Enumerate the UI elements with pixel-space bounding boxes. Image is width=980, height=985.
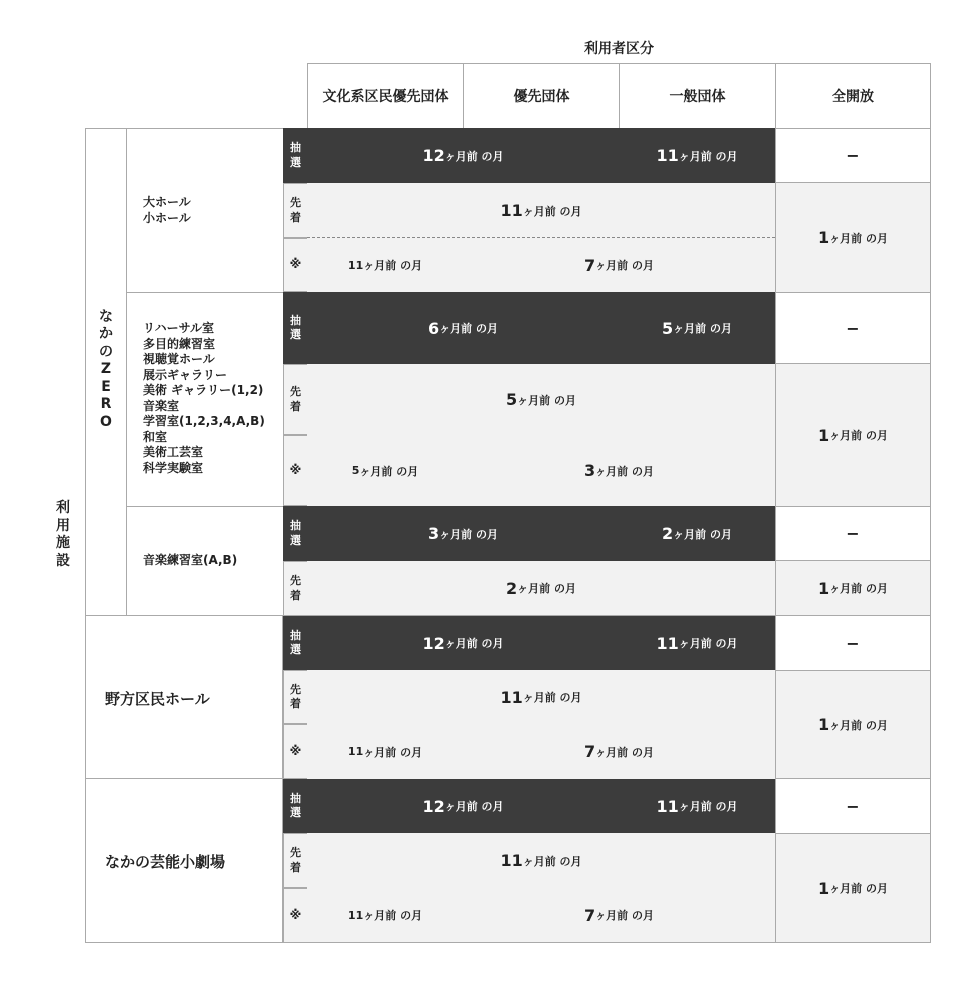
col-header-zenkaiho: 全開放 <box>775 63 931 129</box>
lottery-value-general: 11 ヶ月前 の月 <box>619 779 775 833</box>
note-value-bunka: 11 ヶ月前 の月 <box>307 238 464 292</box>
note-value-others: 7 ヶ月前 の月 <box>463 724 775 779</box>
row-label-first: 先 着 <box>283 183 308 238</box>
first-value: 5 ヶ月前 の月 <box>307 364 775 435</box>
note-value-others: 3 ヶ月前 の月 <box>463 435 775 506</box>
room-list-music-practice: 音楽練習室(A,B) <box>143 553 238 567</box>
col-header-yusen: 優先団体 <box>463 63 620 129</box>
row-label-lottery: 抽 選 <box>283 506 308 561</box>
lottery-value-general: 2 ヶ月前 の月 <box>619 506 775 561</box>
row-label-lottery: 抽 選 <box>283 616 308 670</box>
lottery-value-general: 11 ヶ月前 の月 <box>619 128 775 183</box>
row-label-first: 先 着 <box>283 561 308 616</box>
row-label-note: ※ <box>283 435 308 506</box>
open-dash: − <box>775 506 931 561</box>
note-value-others: 7 ヶ月前 の月 <box>463 238 775 292</box>
facility-label-nakano-zero: な か の Z E R O <box>99 308 113 430</box>
facility-label-nakano-geino: なかの芸能小劇場 <box>105 853 226 871</box>
note-value-bunka: 11 ヶ月前 の月 <box>307 724 464 779</box>
open-value: 1 ヶ月前 の月 <box>775 560 931 616</box>
row-label-lottery: 抽 選 <box>283 292 308 364</box>
row-label-first: 先 着 <box>283 670 308 724</box>
lottery-value-priority: 6 ヶ月前 の月 <box>307 292 620 364</box>
open-dash: − <box>775 128 931 183</box>
lottery-value-general: 11 ヶ月前 の月 <box>619 616 775 670</box>
col-header-ippan: 一般団体 <box>619 63 776 129</box>
header-title: 利用者区分 <box>584 41 654 57</box>
open-value: 1 ヶ月前 の月 <box>775 182 931 293</box>
row-label-lottery: 抽 選 <box>283 779 308 833</box>
open-dash: − <box>775 292 931 364</box>
row-label-note: ※ <box>283 888 308 943</box>
open-value: 1 ヶ月前 の月 <box>775 670 931 779</box>
note-value-bunka: 11 ヶ月前 の月 <box>307 888 464 943</box>
row-label-first: 先 着 <box>283 364 308 435</box>
row-label-first: 先 着 <box>283 833 308 888</box>
note-value-others: 7 ヶ月前 の月 <box>463 888 775 943</box>
first-value: 11 ヶ月前 の月 <box>307 183 775 238</box>
room-list-practice: リハーサル室 多目的練習室 視聴覚ホール 展示ギャラリー 美術 ギャラリー(1,2) 音楽室 学習室(1,2,3,4,A,B) 和室 美術工芸室 科学実験室 <box>143 321 265 475</box>
row-label-lottery: 抽 選 <box>283 128 308 183</box>
row-label-note: ※ <box>283 238 308 292</box>
note-value-bunka: 5 ヶ月前 の月 <box>307 435 464 506</box>
open-value: 1 ヶ月前 の月 <box>775 833 931 943</box>
lottery-value-priority: 3 ヶ月前 の月 <box>307 506 620 561</box>
side-label-riyou-shisetsu: 利 用 施 設 <box>56 500 70 569</box>
first-value: 11 ヶ月前 の月 <box>307 670 775 724</box>
row-label-note: ※ <box>283 724 308 779</box>
open-dash: − <box>775 778 931 834</box>
first-value: 2 ヶ月前 の月 <box>307 561 775 616</box>
open-value: 1 ヶ月前 の月 <box>775 363 931 507</box>
lottery-value-priority: 12 ヶ月前 の月 <box>307 616 620 670</box>
lottery-value-priority: 12 ヶ月前 の月 <box>307 779 620 833</box>
col-header-bunka: 文化系区民優先団体 <box>307 63 464 129</box>
facility-label-nogata: 野方区民ホール <box>105 690 210 708</box>
open-dash: − <box>775 615 931 671</box>
room-list-hall: 大ホール 小ホール <box>143 195 191 225</box>
first-value: 11 ヶ月前 の月 <box>307 833 775 888</box>
lottery-value-general: 5 ヶ月前 の月 <box>619 292 775 364</box>
lottery-value-priority: 12 ヶ月前 の月 <box>307 128 620 183</box>
